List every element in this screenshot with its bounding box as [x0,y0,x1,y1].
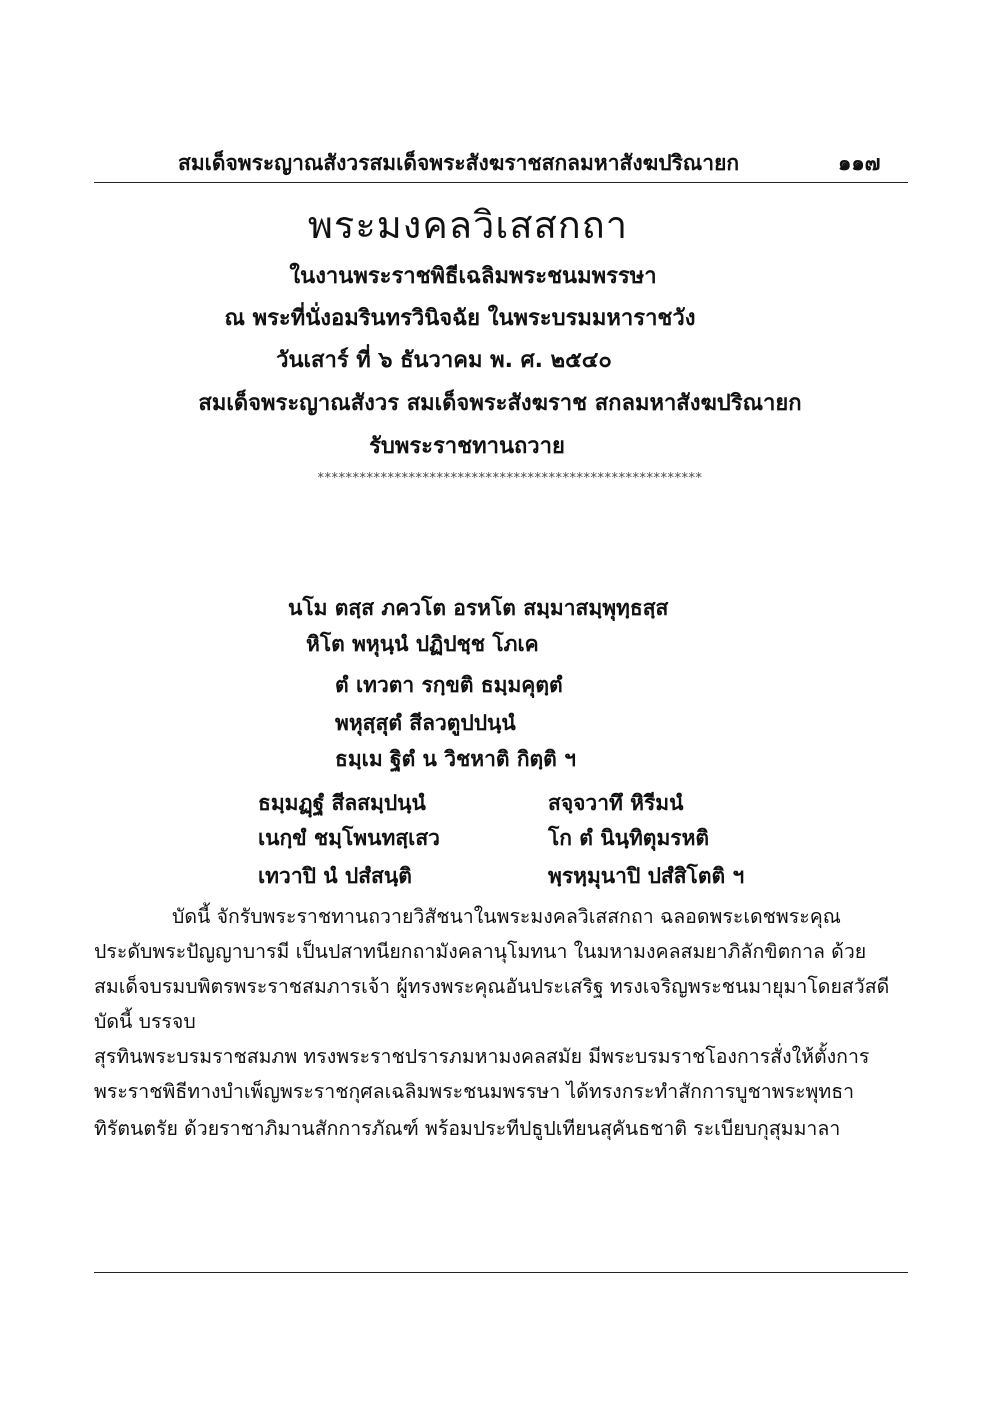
body-paragraph-line: บัดนี้ จักรับพระราชทานถวายวิสัชนาในพระมงคลวิเสสกถา ฉลอดพระเดชพระคุณ [172,905,841,928]
page-number: ๑๑๗ [838,151,881,175]
subtitle-date: วันเสาร์ ที่ ๖ ธันวาคม พ. ศ. ๒๕๔๐ [276,348,612,373]
sermon-title: พระมงคลวิเสสกถา [307,203,629,247]
body-paragraph-line: สมเด็จบรมบพิตรพระราชสมภารเจ้า ผู้ทรงพระคุณอันประเสริฐ ทรงเจริญพระชนมายุมาโดยสวัสดี [94,975,890,998]
verse-line: ตํ เทวตา รกฺขติ ธมฺมคุตฺตํ [335,673,563,697]
star-separator: ******************************************************* [317,471,703,486]
verse-line: ธมฺเม ฐิตํ น วิชหาติ กิตฺติ ฯ [335,747,576,771]
body-paragraph-line: บัดนี้ บรรจบ [94,1010,196,1033]
couplet-left: ธมฺมฏฺฐํ สีลสมฺปนฺนํ [258,791,426,815]
subtitle-occasion: ในงานพระราชพิธีเฉลิมพระชนมพรรษา [289,264,657,289]
subtitle-presented: รับพระราชทานถวาย [369,434,565,459]
running-header-title: สมเด็จพระญาณสังวรสมเด็จพระสังฆราชสกลมหาสังฆปริณายก [178,151,740,175]
couplet-left: เนกฺขํ ชมฺโพนทสฺเสว [258,826,440,850]
couplet-right: สจฺจวาทึ หิรีมนํ [548,791,684,815]
couplet-right: โก ตํ นินฺทิตุมรหติ [548,826,710,850]
header-divider [94,182,908,183]
body-paragraph-line: สุรทินพระบรมราชสมภพ ทรงพระราชปรารภมหามงคลสมัย มีพระบรมราชโองการสั่งให้ตั้งการ [94,1045,870,1068]
couplet-right: พฺรหฺมุนาปิ ปสํสิโตติ ฯ [548,864,745,888]
subtitle-venue: ณ พระที่นั่งอมรินทรวินิจฉัย ในพระบรมมหาราชวัง [224,306,696,331]
verse-line: พหุสฺสุตํ สีลวตูปปนฺนํ [335,711,516,735]
footer-divider [94,1272,908,1273]
couplet-left: เทวาปิ นํ ปสํสนฺติ [258,864,412,888]
verse-line: หิโต พหุนฺนํ ปฏิปชฺช โภเค [306,632,539,656]
body-paragraph-line: ประดับพระปัญญาบารมี เป็นปสาทนียกถามังคลานุโมทนา ในมหามงคลสมยาภิลักขิตกาล ด้วย [94,940,867,963]
subtitle-author: สมเด็จพระญาณสังวร สมเด็จพระสังฆราช สกลมหาสังฆปริณายก [198,391,802,416]
body-paragraph-line: ทิรัตนตรัย ด้วยราชาภิมานสักการภัณฑ์ พร้อมประทีปธูปเทียนสุคันธชาติ ระเบียบกุสุมมาลา [94,1117,841,1140]
verse-line: นโม ตสฺส ภควโต อรหโต สมฺมาสมฺพุทฺธสฺส [288,596,669,620]
body-paragraph-line: พระราชพิธีทางบำเพ็ญพระราชกุศลเฉลิมพระชนมพรรษา ได้ทรงกระทำสักการบูชาพระพุทธา [94,1080,855,1103]
